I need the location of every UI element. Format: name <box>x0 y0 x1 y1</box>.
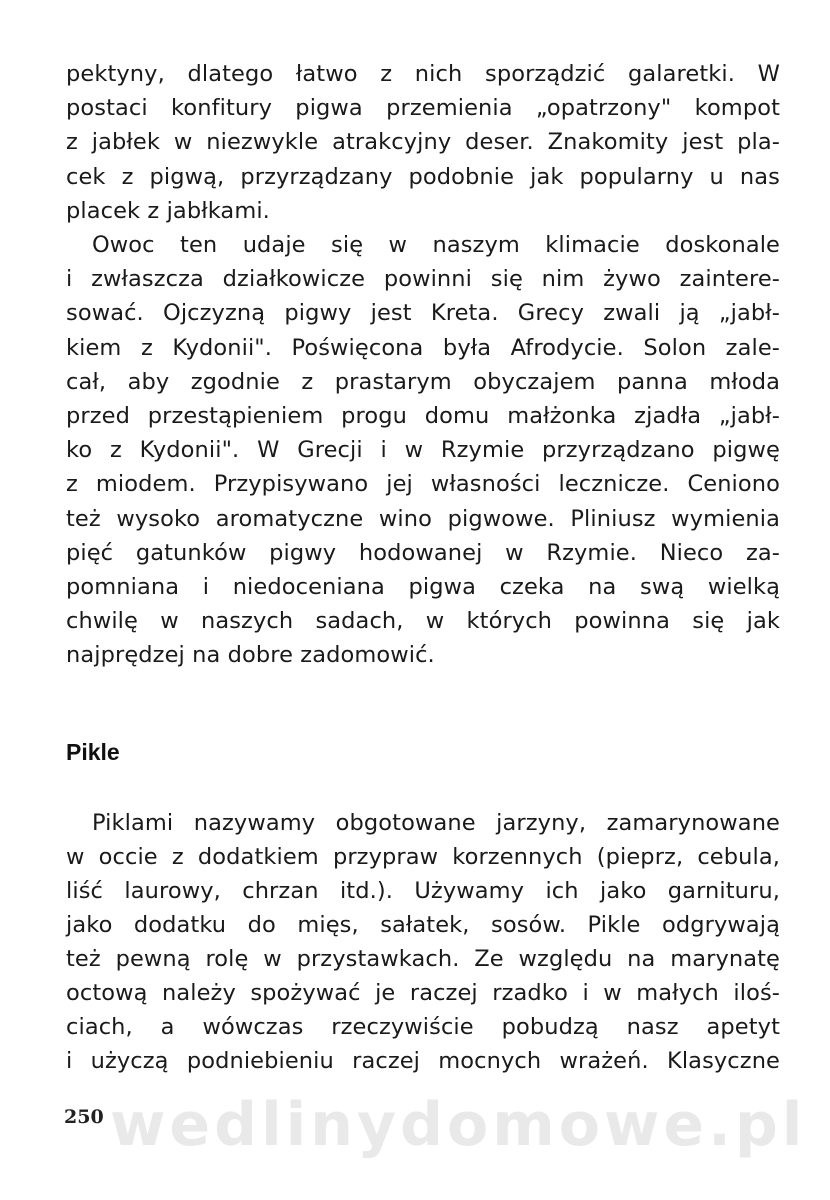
text-line: Piklami nazywamy obgotowane jarzyny, zamarynowane <box>92 810 780 836</box>
text-line: pięć gatunków pigwy hodowanej w Rzymie. Nieco za- <box>66 540 780 566</box>
text-line: w occie z dodatkiem przypraw korzennych (pieprz, cebula, <box>66 844 780 870</box>
text-line: przed przestąpieniem progu domu małżonka zjadła „jabł- <box>66 403 780 429</box>
text-line: też wysoko aromatyczne wino pigwowe. Pliniusz wymienia <box>66 506 780 532</box>
text-line: placek z jabłkami. <box>66 198 270 224</box>
text-line: chwilę w naszych sadach, w których powinna się jak <box>66 608 780 634</box>
text-line: cek z pigwą, przyrządzany podobnie jak popularny u nas <box>66 164 780 190</box>
text-line: z jabłek w niezwykle atrakcyjny deser. Znakomity jest pla- <box>66 129 780 155</box>
text-line: postaci konfitury pigwa przemienia „opatrzony" kompot <box>66 95 780 121</box>
text-line: najprędzej na dobre zadomowić. <box>66 642 435 668</box>
text-line: pomniana i niedoceniana pigwa czeka na swą wielką <box>66 574 780 600</box>
text-line: kiem z Kydonii". Poświęcona była Afrodycie. Solon zale- <box>66 335 780 361</box>
watermark: wedlinydomowe.pl <box>110 1090 807 1160</box>
text-line: z miodem. Przypisywano jej własności lecznicze. Ceniono <box>66 471 780 497</box>
text-line: ciach, a wówczas rzeczywiście pobudzą nasz apetyt <box>66 1014 780 1040</box>
page-number: 250 <box>64 1106 104 1128</box>
text-line: Owoc ten udaje się w naszym klimacie doskonale <box>92 232 780 258</box>
text-line: cał, aby zgodnie z prastarym obyczajem panna młoda <box>66 369 780 395</box>
text-line: jako dodatku do mięs, sałatek, sosów. Pikle odgrywają <box>66 912 780 938</box>
text-line: i zwłaszcza działkowicze powinni się nim żywo zaintere- <box>66 266 780 292</box>
text-line: octową należy spożywać je raczej rzadko i w małych iloś- <box>66 980 780 1006</box>
section-heading: Pikle <box>66 739 120 765</box>
text-line: liść laurowy, chrzan itd.). Używamy ich jako garnituru, <box>66 878 780 904</box>
text-line: też pewną rolę w przystawkach. Ze względu na marynatę <box>66 946 780 972</box>
text-line: pektyny, dlatego łatwo z nich sporządzić galaretki. W <box>66 61 780 87</box>
text-line: sować. Ojczyzną pigwy jest Kreta. Grecy zwali ją „jabł- <box>66 300 780 326</box>
text-line: i użyczą podniebieniu raczej mocnych wrażeń. Klasyczne <box>66 1048 780 1074</box>
text-line: ko z Kydonii". W Grecji i w Rzymie przyrządzano pigwę <box>66 437 780 463</box>
